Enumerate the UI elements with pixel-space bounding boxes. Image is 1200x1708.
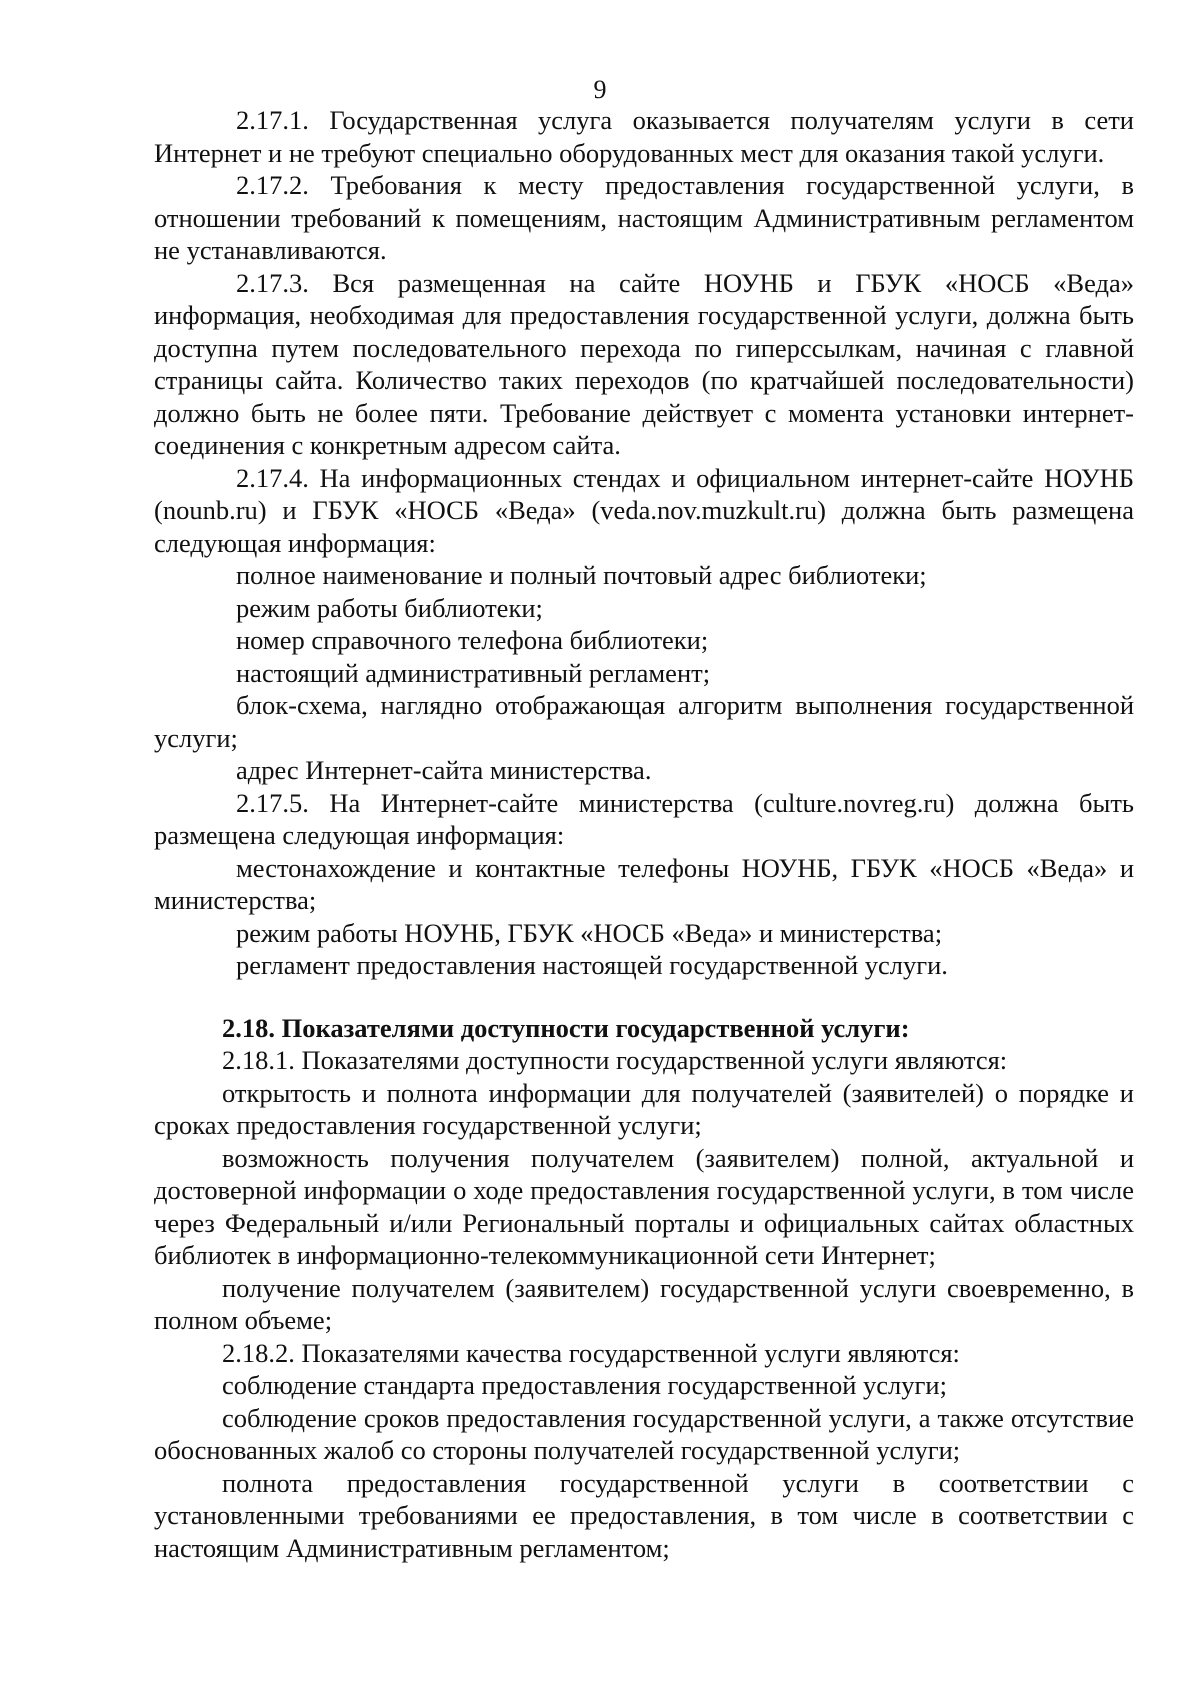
paragraph-2-17-1: 2.17.1. Государственная услуга оказывается получателям услуги в сети Интернет и не требуют специально оборудованных мест для оказания такой услуги. [154,105,1134,168]
paragraph-2-17-5: 2.17.5. На Интернет-сайте министерства (culture.novreg.ru) должна быть размещена следующая информация: [154,787,1134,850]
paragraph-2-17-3: 2.17.3. Вся размещенная на сайте НОУНБ и ГБУК «НОСБ «Веда» информация, необходимая для предоставления государственной услуги, должна быть доступна путем последовательного перехода по гиперссылкам, начиная с главной страницы сайта. Количество таких переходов (по кратчайшей последовательности) должно быть не более пяти. Требование действует с момента установки интернет-соединения с конкретным адресом сайта. [154,267,1134,460]
paragraph-2-17-2: 2.17.2. Требования к месту предоставления государственной услуги, в отношении требований к помещениям, настоящим Административным регламентом не устанавливаются. [154,170,1134,265]
paragraph-2-18-2: 2.18.2. Показателями качества государственной услуги являются: [222,1337,960,1368]
list-item: настоящий административный регламент; [236,657,711,688]
list-item: регламент предоставления настоящей государственной услуги. [236,950,948,980]
list-item: получение получателем (заявителем) государственной услуги своевременно, в полном объеме; [154,1272,1134,1335]
list-item: адрес Интернет-сайта министерства. [236,755,652,785]
section-heading-2-18: 2.18. Показателями доступности государственной услуги: [222,1012,910,1043]
list-item: возможность получения получателем (заявителем) полной, актуальной и достоверной информации о ходе предоставления государственной услуги, в том числе через Федеральный и/или Региональный порталы и официальных сайтах областных библиотек в информационно-телекоммуникационной сети Интернет; [154,1142,1134,1270]
list-item: соблюдение сроков предоставления государственной услуги, а также отсутствие обоснованных жалоб со стороны получателей государственной услуги; [154,1402,1134,1465]
list-item: полное наименование и полный почтовый адрес библиотеки; [236,560,927,590]
list-item: режим работы НОУНБ, ГБУК «НОСБ «Веда» и министерства; [236,917,943,948]
paragraph-2-17-4: 2.17.4. На информационных стендах и официальном интернет-сайте НОУНБ (nounb.ru) и ГБУК «НОСБ «Веда» (veda.nov.muzkult.ru) должна быть размещена следующая информация: [154,462,1134,558]
list-item: блок-схема, наглядно отображающая алгоритм выполнения государственной услуги; [154,690,1134,753]
list-item: открытость и полнота информации для получателей (заявителей) о порядке и сроках предоставления государственной услуги; [154,1077,1134,1140]
page-number: 9 [593,75,607,104]
list-item: местонахождение и контактные телефоны НОУНБ, ГБУК «НОСБ «Веда» и министерства; [154,852,1134,915]
section-gap [154,982,1134,1012]
list-item: номер справочного телефона библиотеки; [236,625,709,655]
list-item: соблюдение стандарта предоставления государственной услуги; [222,1370,947,1400]
document-body [154,104,1134,1564]
list-item: полнота предоставления государственной услуги в соответствии с установленными требованиями ее предоставления, в том числе в соответствии с настоящим Административным регламентом; [154,1467,1134,1563]
list-item: режим работы библиотеки; [236,592,543,623]
paragraph-2-18-1: 2.18.1. Показателями доступности государственной услуги являются: [222,1045,1008,1075]
